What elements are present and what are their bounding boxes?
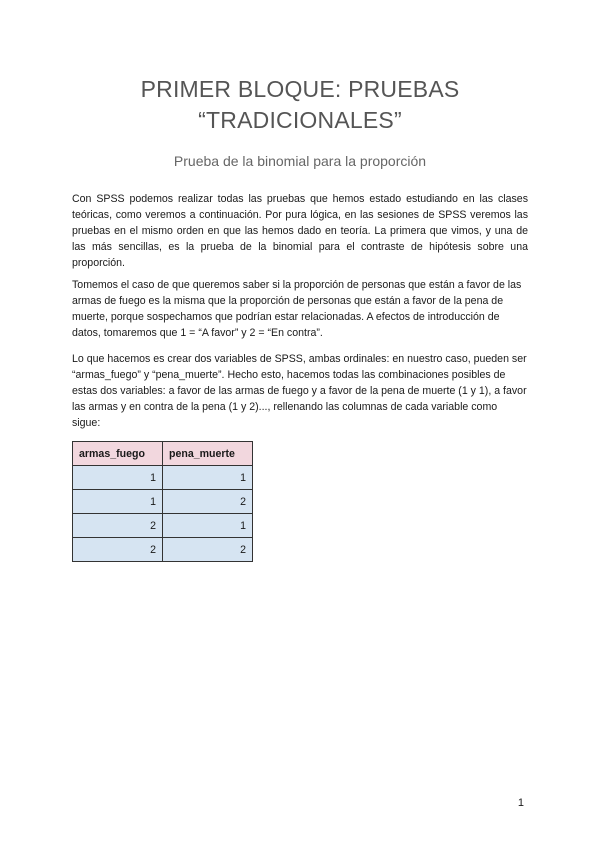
table-cell: 1 [73, 490, 163, 514]
table-row [73, 466, 253, 490]
table-cell: 1 [163, 514, 253, 538]
header-armas-fuego: armas_fuego [73, 442, 163, 466]
table-row [73, 538, 253, 562]
page-title [60, 74, 540, 136]
page-number: 1 [517, 797, 524, 809]
paragraph-case: Tomemos el caso de que queremos saber si la proporción de personas que están a favor de las armas de fuego es la misma que la proporción de personas que están a favor de la pena de muerte, porque sospechamos que podrían estar relacionadas. A efectos de introducción de datos, tomaremos que 1 = “A favor” y 2 = “En contra”. [72, 279, 522, 339]
header-pena-muerte: pena_muerte [163, 442, 253, 466]
table-row [73, 514, 253, 538]
table-cell: 2 [163, 490, 253, 514]
table-header-row [73, 442, 253, 466]
table-cell: 2 [73, 514, 163, 538]
paragraph-intro: Con SPSS podemos realizar todas las pruebas que hemos estado estudiando en las clases teóricas, como veremos a continuación. Por pura lógica, en las sesiones de SPSS veremos las pruebas en el mismo orden en que las hemos dado en teoría. La primera que vimos, y una de las más sencillas, es la prueba de la binomial para el contraste de hipótesis sobre una proporción. [72, 193, 528, 269]
table-cell: 1 [73, 466, 163, 490]
data-table [72, 441, 253, 562]
table-row [73, 490, 253, 514]
title-line-1: PRIMER BLOQUE: PRUEBAS [140, 76, 460, 102]
section-subtitle: Prueba de la binomial para la proporción [173, 153, 427, 169]
table-cell: 2 [163, 538, 253, 562]
table-cell: 2 [73, 538, 163, 562]
title-line-2: “TRADICIONALES” [198, 107, 402, 133]
table-cell: 1 [163, 466, 253, 490]
paragraph-variables: Lo que hacemos es crear dos variables de SPSS, ambas ordinales: en nuestro caso, pueden ser “armas_fuego” y “pena_muerte”. Hecho esto, hacemos todas las combinaciones posibles de estas dos variables: a favor de las armas de fuego y a favor de la pena de muerte (1 y 1), a favor las armas y en contra de la pena (1 y 2)..., rellenando las columnas de cada variable como sigue: [72, 353, 527, 429]
